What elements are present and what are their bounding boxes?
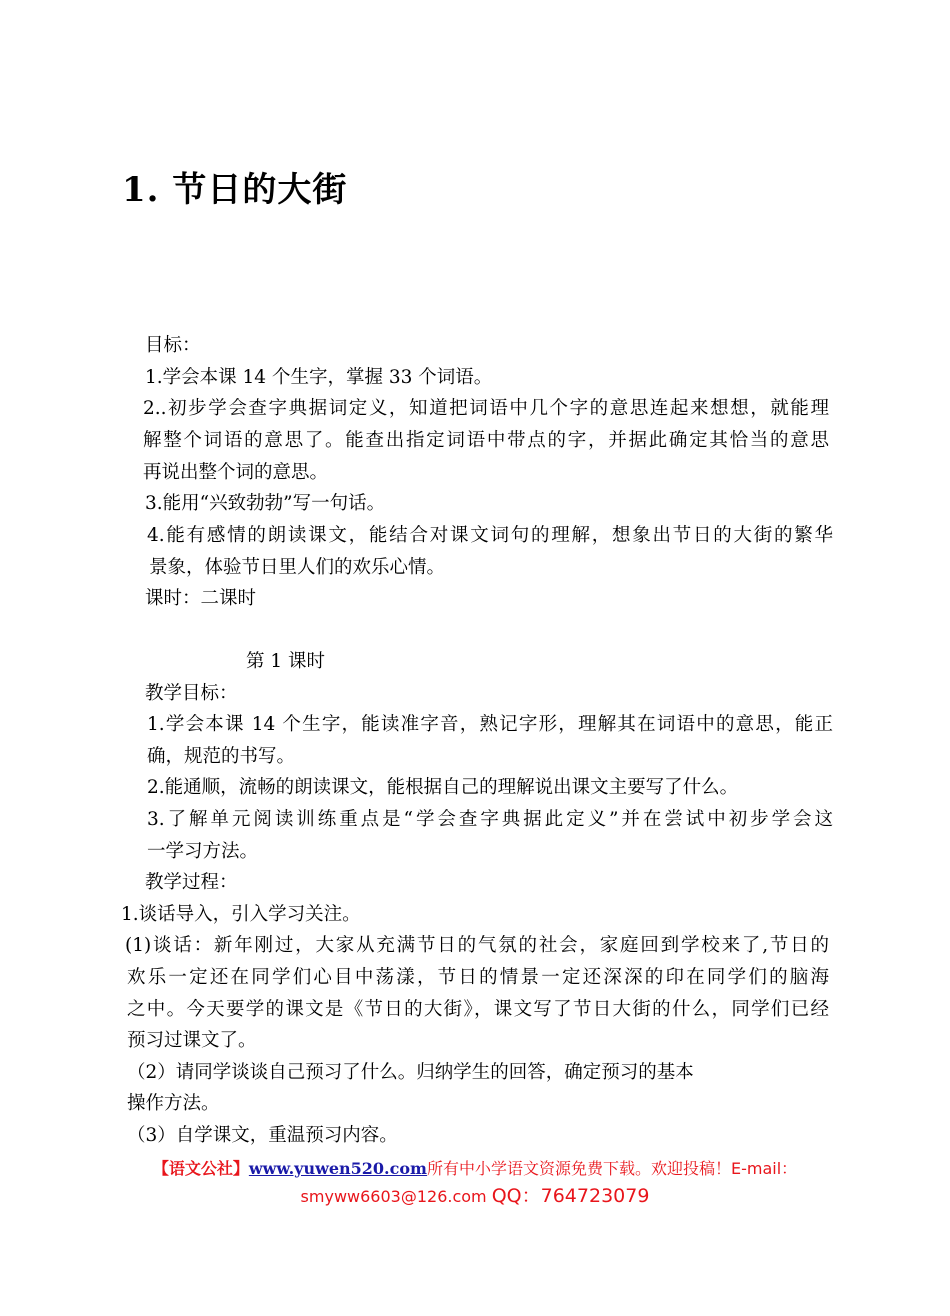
- objective-item-4-line-2: 景象，体验节日里人们的欢乐心情。: [149, 557, 446, 578]
- footer-line-1: [0, 1156, 950, 1179]
- footer-qq: QQ：764723079: [491, 1185, 650, 1207]
- objective-item-2-line-1: 2..初步学会查字典据词定义，知道把词语中几个字的意思连起来想想，就能理: [143, 398, 829, 419]
- footer-url-link[interactable]: www.yuwen520.com: [248, 1159, 427, 1178]
- talk-line-4: 预习过课文了。: [127, 1030, 257, 1051]
- goal-3-line-2: 一学习方法。: [147, 841, 259, 862]
- footer-text: 所有中小学语文资源免费下载。欢迎投稿！E-mail：: [426, 1159, 798, 1178]
- lesson-heading: 第 1 课时: [246, 651, 326, 672]
- class-periods: 课时：二课时: [145, 588, 257, 609]
- objective-item-2-line-3: 再说出整个词的意思。: [143, 462, 329, 483]
- step-2-line-2: 操作方法。: [127, 1093, 220, 1114]
- goal-1-line-2: 确，规范的书写。: [147, 746, 296, 767]
- goal-3-line-1: 3.了解单元阅读训练重点是“学会查字典据此定义”并在尝试中初步学会这: [147, 809, 833, 830]
- footer-line-2: [0, 1181, 950, 1208]
- goal-2: 2.能通顺，流畅的朗读课文，能根据自己的理解说出课文主要写了什么。: [147, 777, 739, 798]
- page-title: 1. 节日的大街: [122, 170, 348, 210]
- footer-brand: 【语文公社】: [152, 1159, 249, 1178]
- goal-1-line-1: 1.学会本课 14 个生字，能读准字音，熟记字形，理解其在词语中的意思，能正: [147, 714, 833, 735]
- talk-line-2: 欢乐一定还在同学们心目中荡漾，节日的情景一定还深深的印在同学们的脑海: [127, 967, 829, 988]
- objective-item-4-line-1: 4.能有感情的朗读课文，能结合对课文词句的理解，想象出节日的大街的繁华: [147, 525, 833, 546]
- step-1: 1.谈话导入，引入学习关注。: [121, 904, 361, 925]
- talk-line-3: 之中。今天要学的课文是《节日的大街》，课文写了节日大街的什么，同学们已经: [127, 999, 829, 1020]
- step-2-line-1: （2）请同学谈谈自己预习了什么。归纳学生的回答，确定预习的基本: [127, 1062, 694, 1083]
- objective-item-1: 1.学会本课 14 个生字，掌握 33 个词语。: [145, 367, 493, 388]
- process-heading: 教学过程：: [145, 872, 238, 893]
- objective-item-3: 3.能用“兴致勃勃”写一句话。: [145, 493, 386, 514]
- talk-line-1: (1)谈话：新年刚过，大家从充满节日的气氛的社会，家庭回到学校来了,节日的: [125, 935, 829, 956]
- footer-email[interactable]: smyww6603@126.com: [300, 1187, 487, 1206]
- step-3: （3）自学课文，重温预习内容。: [127, 1125, 398, 1146]
- objective-item-2-line-2: 解整个词语的意思了。能查出指定词语中带点的字，并据此确定其恰当的意思: [143, 430, 829, 451]
- goals-heading: 教学目标：: [145, 683, 238, 704]
- objectives-heading: 目标：: [145, 335, 201, 356]
